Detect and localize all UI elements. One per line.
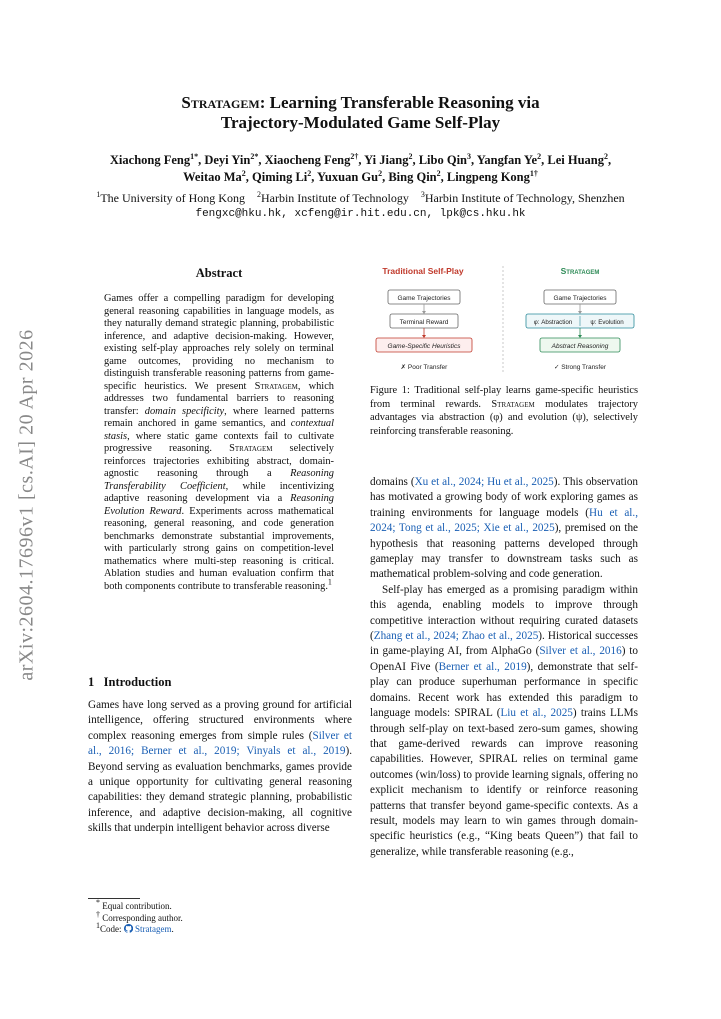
svg-text:Terminal Reward: Terminal Reward xyxy=(399,319,449,326)
fig-right-result: ✓ Strong Transfer xyxy=(553,364,607,371)
title-line1: : Learning Transferable Reasoning via xyxy=(259,93,540,112)
citation-link[interactable]: Liu et al., 2025 xyxy=(500,707,573,720)
citation-link[interactable]: Hu et al., 2024; Tong et al., 2025; Xie et al., 2025 xyxy=(370,506,638,535)
author-line2: Weitao Ma$^2$, Qiming Li$^2$, Yuxuan Gu$^2$, Bing Qin$^2$, Lingpeng Kong$^{1\dagger}$ xyxy=(183,168,538,184)
arxiv-stamp xyxy=(12,320,42,690)
abstract-heading: Abstract xyxy=(195,266,243,280)
svg-text:Game Trajectories: Game Trajectories xyxy=(397,295,451,302)
footnotes: * Equal contribution. † Corresponding author. $^1$Code: Stratagem. xyxy=(96,898,183,934)
svg-text:φ: Abstraction: φ: Abstraction xyxy=(533,319,573,326)
fig-right-title: Stratagem xyxy=(560,266,600,276)
affiliation-2: Harbin Institute of Technology xyxy=(260,191,409,205)
citation-link[interactable]: Silver et al., 2016 xyxy=(539,645,622,658)
code-link[interactable]: Stratagem xyxy=(135,924,172,934)
svg-text:Abstract Reasoning: Abstract Reasoning xyxy=(551,343,609,350)
right-column-body xyxy=(370,475,638,860)
footnote-corresponding: Corresponding author. xyxy=(102,912,183,923)
author-list xyxy=(40,152,681,186)
arxiv-stamp-text: arXiv:2604.17696v1 [cs.AI] 20 Apr 2026 xyxy=(15,329,38,681)
svg-text:ψ: Evolution: ψ: Evolution xyxy=(590,319,624,326)
citation-link[interactable]: Silver et al., 2016; Berner et al., 2019; Vinyals et al., 2019 xyxy=(88,729,352,758)
abstract-body: Games offer a compelling paradigm for developing general reasoning capabilities in language models, as they naturally demand strategic planning, probabilistic inference, and adaptive decision-making. However, existing self-play approaches rely solely on terminal game outcomes, providing no mechanism to distinguish transferable reasoning patterns from game-specific heuristics. We present Stratagem, which addresses two fundamental barriers to reasoning transfer: domain specificity, where learned patterns remain anchored in game semantics, and contextual stasis, where static game contexts fail to cultivate progressive reasoning. Stratagem selectively reinforces trajectories exhibiting abstract, domain-agnostic reasoning through a Reasoning Transferability Coefficient, while incentivizing adaptive reasoning development via a Reasoning Evolution Reward. Experiments across mathematical reasoning, general reasoning, and code generation benchmarks demonstrate substantial improvements, with particularly strong gains on competition-level mathematics where multi-step reasoning is critical. Ablation studies and human evaluation confirm that both components contribute to transferable reasoning.$^1$ xyxy=(104,293,335,592)
intro-body: Games have long served as a proving ground for artificial intelligence, offering structured environments where complex reasoning emerges from simple rules (Silver et al., 2016; Berner et al., 2019; Vinyals et al., 2019). Beyond serving as evaluation benchmarks, games provide a unique opportunity for cultivating general reasoning capabilities: they demand strategic planning, probabilistic inference, and adaptive decision-making, all cognitive skills that underpin intelligent behavior across diverse xyxy=(88,699,352,835)
title-line2: Trajectory-Modulated Game Self-Play xyxy=(220,113,501,132)
svg-text:Game Trajectories: Game Trajectories xyxy=(553,295,607,302)
fig-left-result: ✗ Poor Transfer xyxy=(400,364,448,371)
figure-1 xyxy=(368,262,638,378)
figure-1-diagram xyxy=(368,262,638,378)
citation-link[interactable]: Zhang et al., 2024; Zhao et al., 2025 xyxy=(373,630,539,643)
fig-left-title: Traditional Self-Play xyxy=(382,266,464,276)
author-line1: Xiachong Feng$^{1*}$, Deyi Yin$^{2*}$, Xiaocheng Feng$^{2\dagger}$, Yi Jiang$^2$, Libo Qin$^3$, Yangfan Ye$^2$, Lei Huang$^2$, xyxy=(109,151,612,167)
affiliation-3: Harbin Institute of Technology, Shenzhen xyxy=(424,191,625,205)
affiliations: $^1$The University of Hong Kong $^2$Harbin Institute of Technology $^3$Harbin Institute of Technology, Shenzhen xyxy=(96,190,625,205)
footnote-equal: Equal contribution. xyxy=(102,901,172,911)
figure-1-caption: Figure 1: Traditional self-play learns game-specific heuristics from terminal rewards. Stratagem modulates trajectory advantages via abstraction (φ) and evolution (ψ), selectively reinforcing transferable reasoning. xyxy=(370,385,639,437)
author-emails: fengxc@hku.hk, xcfeng@ir.hit.edu.cn, lpk@cs.hku.hk xyxy=(195,208,526,220)
title-name: Stratagem xyxy=(181,93,260,112)
citation-link[interactable]: Xu et al., 2024; Hu et al., 2025 xyxy=(414,476,554,488)
paragraph-2: Self-play has emerged as a promising paradigm within this agenda, enabling models to improve through competitive interaction without requiring curated datasets (Zhang et al., 2024; Zhao et al., 2025). Historical successes in game-playing AI, from AlphaGo (Silver et al., 2016) to OpenAI Five (Berner et al., 2019), demonstrate that self-play can produce superhuman performance in specific domains. Recent work has extended this paradigm to language models: SPIRAL (Liu et al., 2025) trains LLMs through self-play on text-based zero-sum games, showing that game-derived rewards can improve reasoning capabilities. However, SPIRAL relies on terminal game outcomes (win/loss) to provide learning signals, offering no explicit mechanism to identify or reinforce reasoning patterns that transfer beyond game-specific contexts. As a result, models may learn to win games through domain-specific heuristics (e.g., “King beats Queen”) that fail to generalize, while transferable reasoning (e.g., xyxy=(370,583,638,858)
github-icon xyxy=(124,924,133,933)
svg-text:Game-Specific Heuristics: Game-Specific Heuristics xyxy=(387,343,461,350)
citation-link[interactable]: Berner et al., 2019 xyxy=(438,660,527,673)
paper-title xyxy=(0,93,721,133)
paragraph-1: domains (Xu et al., 2024; Hu et al., 2025). This observation has motivated a growing body of work exploring games as training environments for language models (Hu et al., 2024; Tong et al., 2025; Xie et al., 2025), premised on the hypothesis that reasoning patterns developed through gameplay may transfer to downstream tasks such as mathematical problem-solving and code generation. xyxy=(370,476,639,581)
affiliation-1: The University of Hong Kong xyxy=(100,191,245,205)
intro-heading: 1 Introduction xyxy=(88,675,172,689)
